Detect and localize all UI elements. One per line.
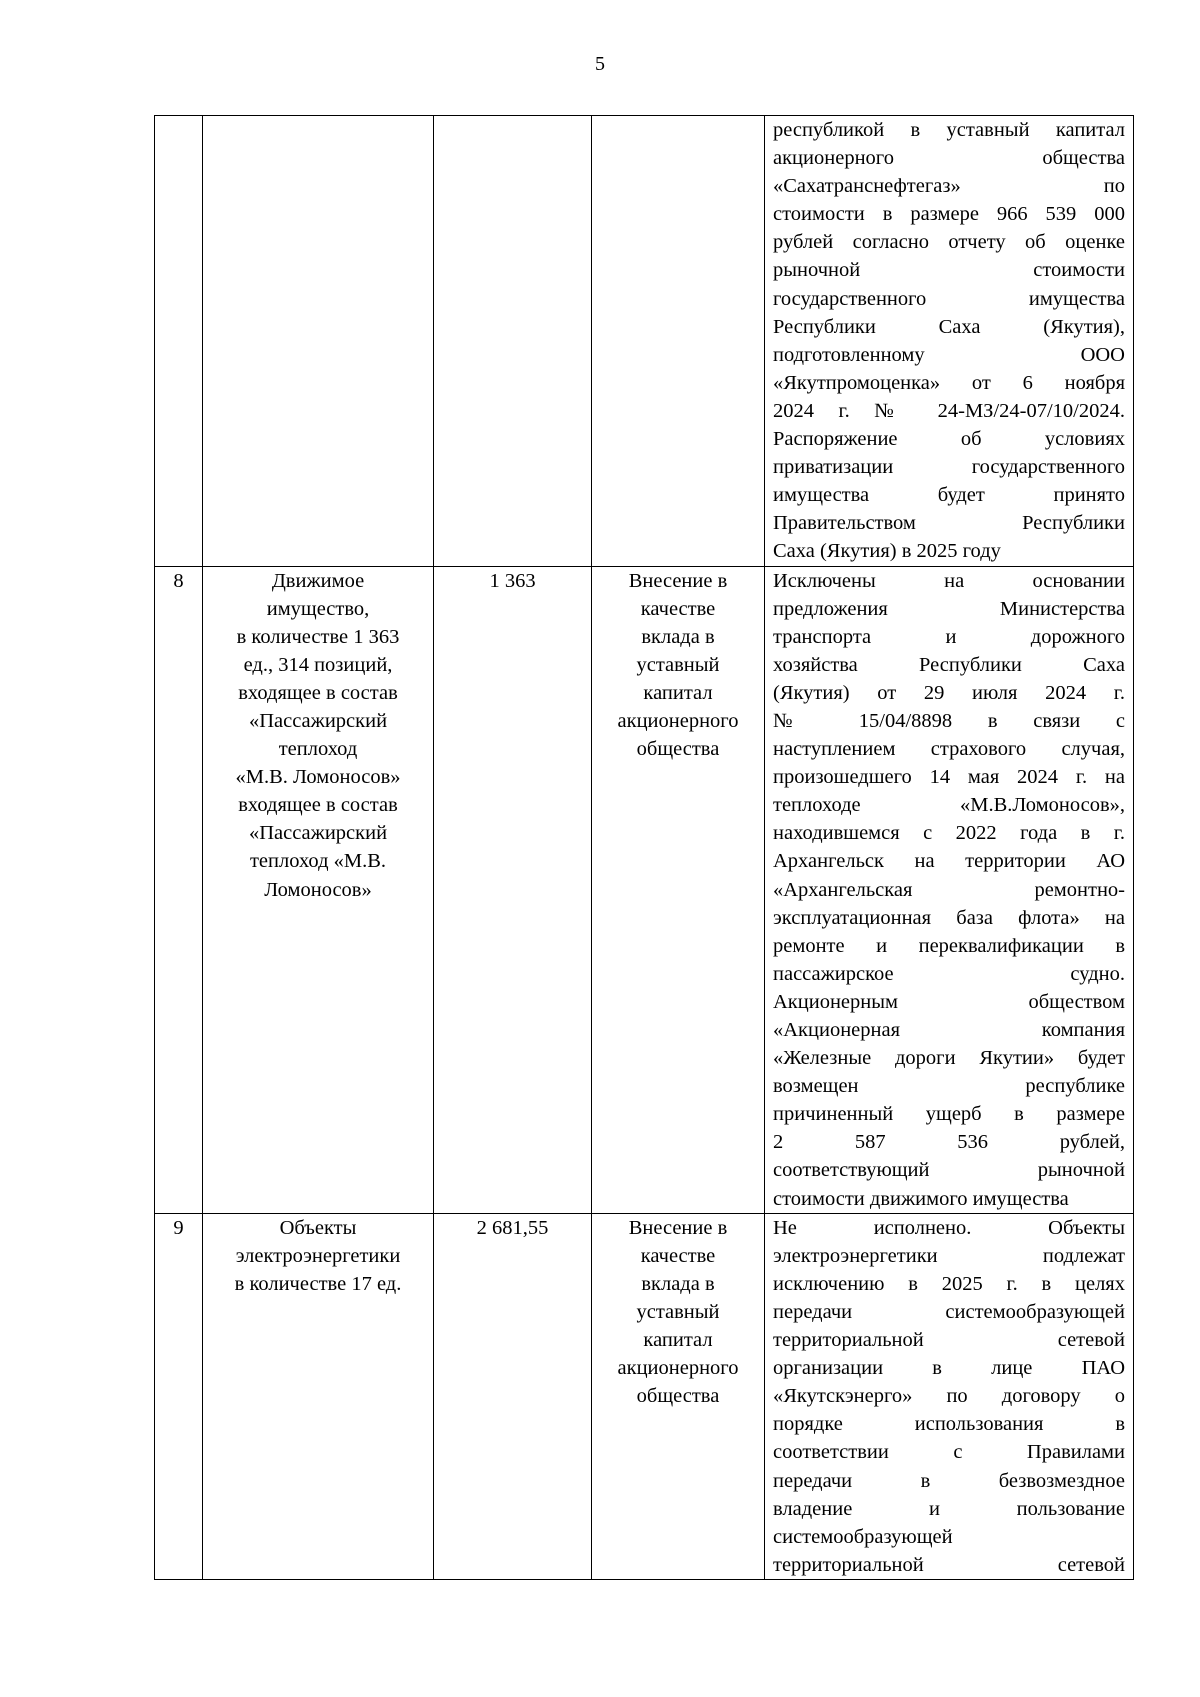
note-line: организации в лице ПАО (773, 1357, 1125, 1380)
note-line: Не исполнено. Объекты (773, 1216, 1125, 1239)
note-line: рыночной стоимости (773, 259, 1125, 282)
note-line: причиненный ущерб в размере (773, 1103, 1125, 1126)
note-line: электроэнергетики подлежат (773, 1244, 1125, 1267)
privatization-method-cell (592, 566, 765, 1213)
note-line: приватизации государственного (773, 456, 1125, 479)
privatization-method-line: капитал (643, 1329, 713, 1352)
note-line: 2024 г. № 24-МЗ/24-07/10/2024. (773, 399, 1125, 422)
property-name-line: электроэнергетики (235, 1244, 401, 1267)
property-name-line: «Пассажирский (248, 709, 388, 732)
row-number-cell: 8 (155, 566, 203, 1213)
table-row (155, 1213, 1134, 1579)
privatization-method-line: капитал (643, 681, 713, 704)
note-line: предложения Министерства (773, 597, 1125, 620)
note-line: «Сахатранснефтегаз» по (773, 175, 1125, 198)
privatization-method-line: акционерного (617, 1357, 739, 1380)
privatization-method-cell (592, 1213, 765, 1579)
note-cell (765, 1213, 1134, 1579)
note-line: соответствующий рыночной (773, 1159, 1125, 1182)
note-line: «Железные дороги Якутии» будет (773, 1047, 1125, 1070)
page-number: 5 (595, 53, 605, 75)
note-line: Исключены на основании (773, 569, 1125, 592)
table-body (155, 116, 1134, 1580)
note-line: рублей согласно отчету об оценке (773, 231, 1125, 254)
privatization-method-line: общества (636, 1385, 720, 1408)
row-number-cell: 9 (155, 1213, 203, 1579)
property-name-cell (203, 116, 434, 567)
note-line: транспорта и дорожного (773, 625, 1125, 648)
note-line: акционерного общества (773, 147, 1125, 170)
privatization-method-line: Внесение в (628, 1216, 728, 1239)
note-line: республикой в уставный капитал (773, 119, 1125, 141)
property-name-line: теплоход «М.В. (249, 850, 387, 873)
quantity-cell (434, 116, 592, 567)
quantity-cell: 2 681,55 (434, 1213, 592, 1579)
note-line: хозяйства Республики Саха (773, 653, 1125, 676)
note-cell (765, 116, 1134, 567)
property-name-line: в количестве 1 363 (236, 625, 400, 648)
note-line: «Архангельская ремонтно- (773, 878, 1125, 901)
privatization-method-line: уставный (636, 1300, 720, 1323)
note-line: территориальной сетевой (773, 1553, 1125, 1576)
note-line: исключению в 2025 г. в целях (773, 1272, 1125, 1295)
note-line: Архангельск на территории АО (773, 850, 1125, 873)
property-name-line: входящее в состав (238, 794, 398, 817)
note-line: эксплуатационная база флота» на (773, 906, 1125, 929)
note-line: возмещен республике (773, 1075, 1125, 1098)
privatization-method-line: качестве (640, 597, 716, 620)
property-name-cell (203, 566, 434, 1213)
note-line: находившемся с 2022 года в г. (773, 822, 1125, 845)
note-line: территориальной сетевой (773, 1329, 1125, 1352)
note-line: «Акционерная компания (773, 1019, 1125, 1041)
privatization-method-line: вклада в (641, 1272, 715, 1295)
note-line: передачи системообразующей (773, 1300, 1125, 1323)
note-line: соответствии с Правилами (773, 1441, 1125, 1464)
note-line: произошедшего 14 мая 2024 г. на (773, 766, 1125, 789)
note-cell (765, 566, 1134, 1213)
property-name-line: Объекты (279, 1216, 357, 1239)
property-name-line: Ломоносов» (264, 878, 372, 901)
property-name-line: Движимое (271, 569, 365, 592)
property-name-cell (203, 1213, 434, 1579)
note-line: государственного имущества (773, 287, 1125, 310)
note-line: передачи в безвозмездное (773, 1469, 1125, 1492)
note-line: «Якутпромоценка» от 6 ноября (773, 371, 1125, 394)
note-line: № 15/04/8898 в связи с (773, 709, 1125, 732)
note-line: владение и пользование (773, 1497, 1125, 1520)
table-row (155, 566, 1134, 1213)
note-line: Саха (Якутия) в 2025 году (773, 540, 1001, 563)
privatization-method-line: качестве (640, 1244, 716, 1267)
quantity-cell: 1 363 (434, 566, 592, 1213)
note-line: наступлением страхового случая, (773, 738, 1125, 761)
note-line: ремонте и переквалификации в (773, 934, 1125, 957)
property-name-line: входящее в состав (238, 681, 398, 704)
note-line: теплоходе «М.В.Ломоносов», (773, 794, 1125, 817)
property-name-line: ед., 314 позиций, (243, 653, 393, 676)
note-line: 2 587 536 рублей, (773, 1131, 1125, 1154)
property-name-line: в количестве 17 ед. (234, 1272, 402, 1295)
note-line: имущества будет принято (773, 484, 1125, 507)
note-line: порядке использования в (773, 1413, 1125, 1436)
note-line: «Якутскэнерго» по договору о (773, 1385, 1125, 1408)
privatization-method-line: Внесение в (628, 569, 728, 592)
privatization-method-line: уставный (636, 653, 720, 676)
row-number-cell (155, 116, 203, 567)
property-name-line: теплоход (278, 738, 358, 761)
note-line: подготовленному ООО (773, 343, 1125, 366)
privatization-table (154, 115, 1134, 1580)
table-row (155, 116, 1134, 567)
privatization-method-cell (592, 116, 765, 567)
note-line: (Якутия) от 29 июля 2024 г. (773, 681, 1125, 704)
property-name-line: «М.В. Ломоносов» (235, 766, 401, 789)
note-line: пассажирское судно. (773, 962, 1125, 985)
property-name-line: имущество, (266, 597, 370, 620)
note-line: стоимости в размере 966 539 000 (773, 203, 1125, 226)
privatization-method-line: вклада в (641, 625, 715, 648)
note-line: Республики Саха (Якутия), (773, 315, 1125, 338)
note-line: Акционерным обществом (773, 990, 1125, 1013)
note-line: стоимости движимого имущества (773, 1187, 1069, 1210)
note-line: системообразующей (773, 1525, 953, 1548)
privatization-method-line: общества (636, 738, 720, 761)
note-line: Правительством Республики (773, 512, 1125, 535)
note-line: Распоряжение об условиях (773, 428, 1125, 451)
privatization-method-line: акционерного (617, 709, 739, 732)
property-name-line: «Пассажирский (248, 822, 388, 845)
